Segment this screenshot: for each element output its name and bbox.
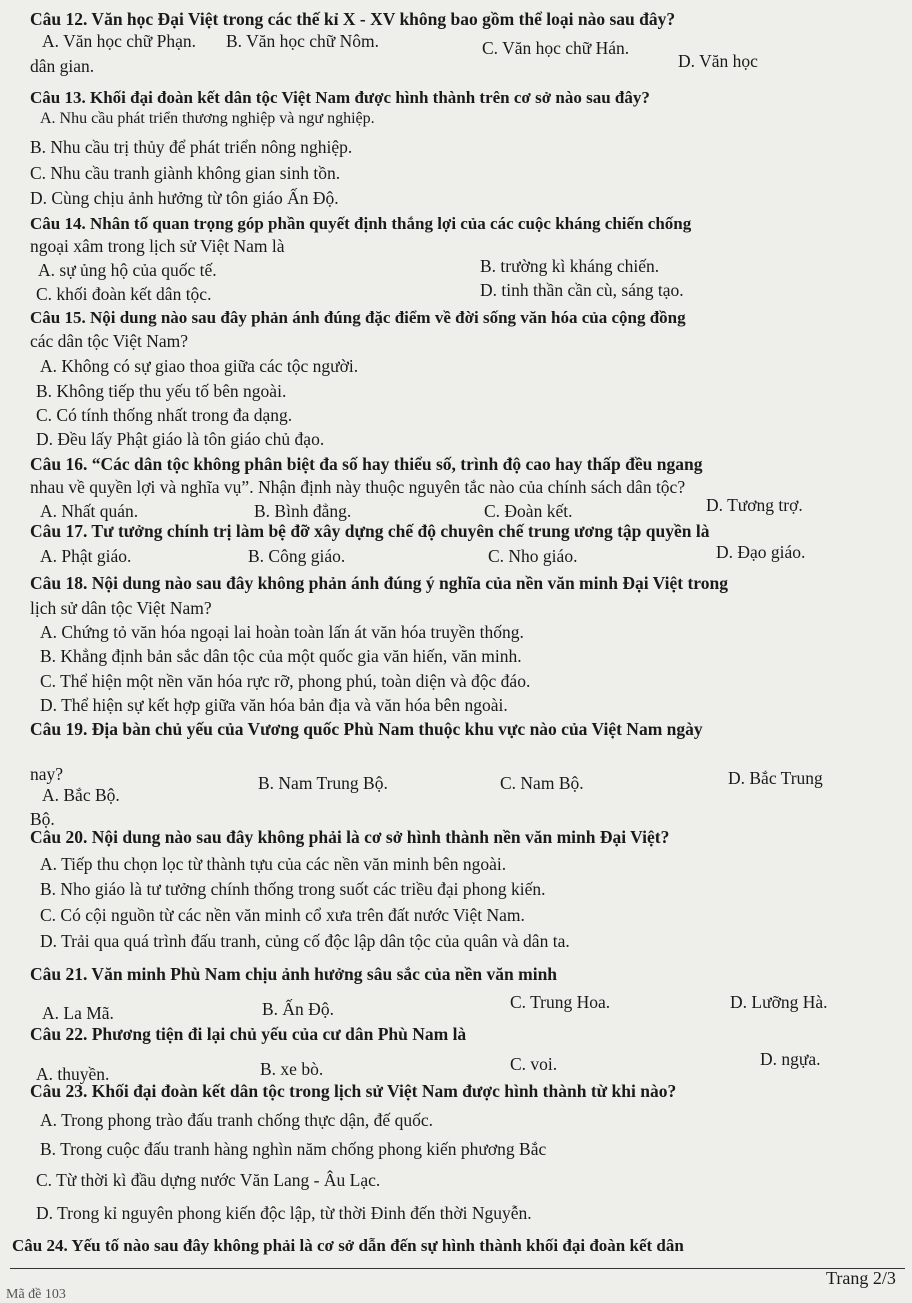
question-19-stem-2: nay? (30, 764, 64, 784)
q12-option-d: D. Văn học (678, 51, 758, 71)
q22-option-d: D. ngựa. (760, 1049, 821, 1069)
q16-option-b: B. Bình đẳng. (254, 501, 352, 521)
page-number: Trang 2/3 (826, 1268, 896, 1288)
question-23-stem: Câu 23. Khối đại đoàn kết dân tộc trong lịch sử Việt Nam được hình thành từ khi nào? (30, 1081, 677, 1101)
q13-option-b: B. Nhu cầu trị thủy để phát triển nông nghiệp. (30, 137, 353, 157)
q12-option-d-cont: dân gian. (30, 56, 95, 76)
q22-option-c: C. voi. (510, 1054, 558, 1074)
q18-option-b: B. Khẳng định bản sắc dân tộc của một quốc gia văn hiến, văn minh. (40, 646, 522, 666)
q20-option-d: D. Trải qua quá trình đấu tranh, củng cố độc lập dân tộc của quân và dân ta. (40, 931, 570, 951)
q23-option-b: B. Trong cuộc đấu tranh hàng nghìn năm chống phong kiến phương Bắc (40, 1139, 547, 1159)
question-14-stem-1: Câu 14. Nhân tố quan trọng góp phần quyết định thắng lợi của các cuộc kháng chiến chống (30, 214, 692, 233)
question-20-stem: Câu 20. Nội dung nào sau đây không phải là cơ sở hình thành nền văn minh Đại Việt? (30, 827, 670, 847)
question-16-stem-2: nhau về quyền lợi và nghĩa vụ”. Nhận định này thuộc nguyên tắc nào của chính sách dân tộc? (30, 477, 686, 497)
q14-option-c: C. khối đoàn kết dân tộc. (36, 284, 212, 304)
q15-option-d: D. Đều lấy Phật giáo là tôn giáo chủ đạo. (36, 429, 325, 449)
q14-option-b: B. trường kì kháng chiến. (480, 256, 660, 276)
q17-option-c: C. Nho giáo. (488, 546, 578, 566)
question-24-stem: Câu 24. Yếu tố nào sau đây không phải là cơ sở dẫn đến sự hình thành khối đại đoàn kết dân (12, 1236, 684, 1255)
q19-option-c: C. Nam Bộ. (500, 773, 584, 793)
exam-code: Mã đề 103 (6, 1287, 66, 1302)
q12-option-c: C. Văn học chữ Hán. (482, 38, 630, 58)
q23-option-d: D. Trong kỉ nguyên phong kiến độc lập, từ thời Đinh đến thời Nguyễn. (36, 1203, 532, 1223)
question-16-stem-1: Câu 16. “Các dân tộc không phân biệt đa số hay thiểu số, trình độ cao hay thấp đều ngang (30, 454, 703, 474)
q17-option-a: A. Phật giáo. (40, 546, 132, 566)
q17-option-b: B. Công giáo. (248, 546, 346, 566)
q18-option-a: A. Chứng tỏ văn hóa ngoại lai hoàn toàn lấn át văn hóa truyền thống. (40, 622, 524, 642)
q21-option-c: C. Trung Hoa. (510, 992, 611, 1012)
q22-option-a: A. thuyền. (36, 1064, 110, 1084)
q13-option-d: D. Cùng chịu ảnh hưởng từ tôn giáo Ấn Độ. (30, 188, 339, 208)
question-21-stem: Câu 21. Văn minh Phù Nam chịu ảnh hưởng sâu sắc của nền văn minh (30, 964, 558, 984)
q19-option-a: A. Bắc Bộ. (42, 785, 120, 805)
q13-option-a: A. Nhu cầu phát triển thương nghiệp và ngư nghiệp. (40, 110, 375, 127)
q22-option-b: B. xe bò. (260, 1059, 324, 1079)
q17-option-d: D. Đạo giáo. (716, 542, 806, 562)
footer-divider (10, 1268, 905, 1269)
question-22-stem: Câu 22. Phương tiện đi lại chủ yếu của cư dân Phù Nam là (30, 1024, 467, 1044)
q14-option-d: D. tinh thần cần cù, sáng tạo. (480, 280, 684, 300)
q15-option-b: B. Không tiếp thu yếu tố bên ngoài. (36, 381, 287, 401)
q20-option-b: B. Nho giáo là tư tưởng chính thống trong suốt các triều đại phong kiến. (40, 879, 546, 899)
q21-option-a: A. La Mã. (42, 1003, 114, 1023)
question-17-stem: Câu 17. Tư tưởng chính trị làm bệ đỡ xây dựng chế độ chuyên chế trung ương tập quyền là (30, 521, 710, 541)
q15-option-a: A. Không có sự giao thoa giữa các tộc người. (40, 356, 359, 376)
q23-option-a: A. Trong phong trào đấu tranh chống thực dận, đế quốc. (40, 1110, 433, 1130)
question-18-stem-1: Câu 18. Nội dung nào sau đây không phản ánh đúng ý nghĩa của nền văn minh Đại Việt trong (30, 573, 728, 593)
question-14-stem-2: ngoại xâm trong lịch sử Việt Nam là (30, 236, 285, 256)
question-18-stem-2: lịch sử dân tộc Việt Nam? (30, 598, 212, 618)
question-13-stem: Câu 13. Khối đại đoàn kết dân tộc Việt Nam được hình thành trên cơ sở nào sau đây? (30, 88, 650, 107)
q18-option-d: D. Thể hiện sự kết hợp giữa văn hóa bản địa và văn hóa bên ngoài. (40, 695, 508, 715)
q16-option-d: D. Tương trợ. (706, 495, 803, 515)
q21-option-d: D. Lưỡng Hà. (730, 992, 828, 1012)
q12-option-b: B. Văn học chữ Nôm. (226, 31, 380, 51)
question-15-stem-1: Câu 15. Nội dung nào sau đây phản ánh đúng đặc điểm về đời sống văn hóa của cộng đồng (30, 308, 686, 327)
q19-option-d: D. Bắc Trung (728, 768, 823, 788)
question-15-stem-2: các dân tộc Việt Nam? (30, 331, 188, 351)
q20-option-a: A. Tiếp thu chọn lọc từ thành tựu của các nền văn minh bên ngoài. (40, 854, 507, 874)
q20-option-c: C. Có cội nguồn từ các nền văn minh cổ xưa trên đất nước Việt Nam. (40, 905, 525, 925)
q19-option-b: B. Nam Trung Bộ. (258, 773, 388, 793)
q19-option-d-cont: Bộ. (30, 809, 55, 829)
q16-option-c: C. Đoàn kết. (484, 501, 573, 521)
q13-option-c: C. Nhu cầu tranh giành không gian sinh tồn. (30, 163, 341, 183)
question-19-stem-1: Câu 19. Địa bàn chủ yếu của Vương quốc Phù Nam thuộc khu vực nào của Việt Nam ngày (30, 719, 703, 739)
q16-option-a: A. Nhất quán. (40, 501, 139, 521)
q21-option-b: B. Ấn Độ. (262, 999, 334, 1019)
q23-option-c: C. Từ thời kì đầu dựng nước Văn Lang - Âu Lạc. (36, 1170, 381, 1190)
question-12-stem: Câu 12. Văn học Đại Việt trong các thế kỉ X - XV không bao gồm thể loại nào sau đây? (30, 9, 676, 29)
q14-option-a: A. sự ủng hộ của quốc tế. (38, 260, 217, 280)
q12-option-a: A. Văn học chữ Phạn. (42, 31, 196, 51)
q18-option-c: C. Thể hiện một nền văn hóa rực rỡ, phong phú, toàn diện và độc đáo. (40, 671, 531, 691)
q15-option-c: C. Có tính thống nhất trong đa dạng. (36, 405, 293, 425)
